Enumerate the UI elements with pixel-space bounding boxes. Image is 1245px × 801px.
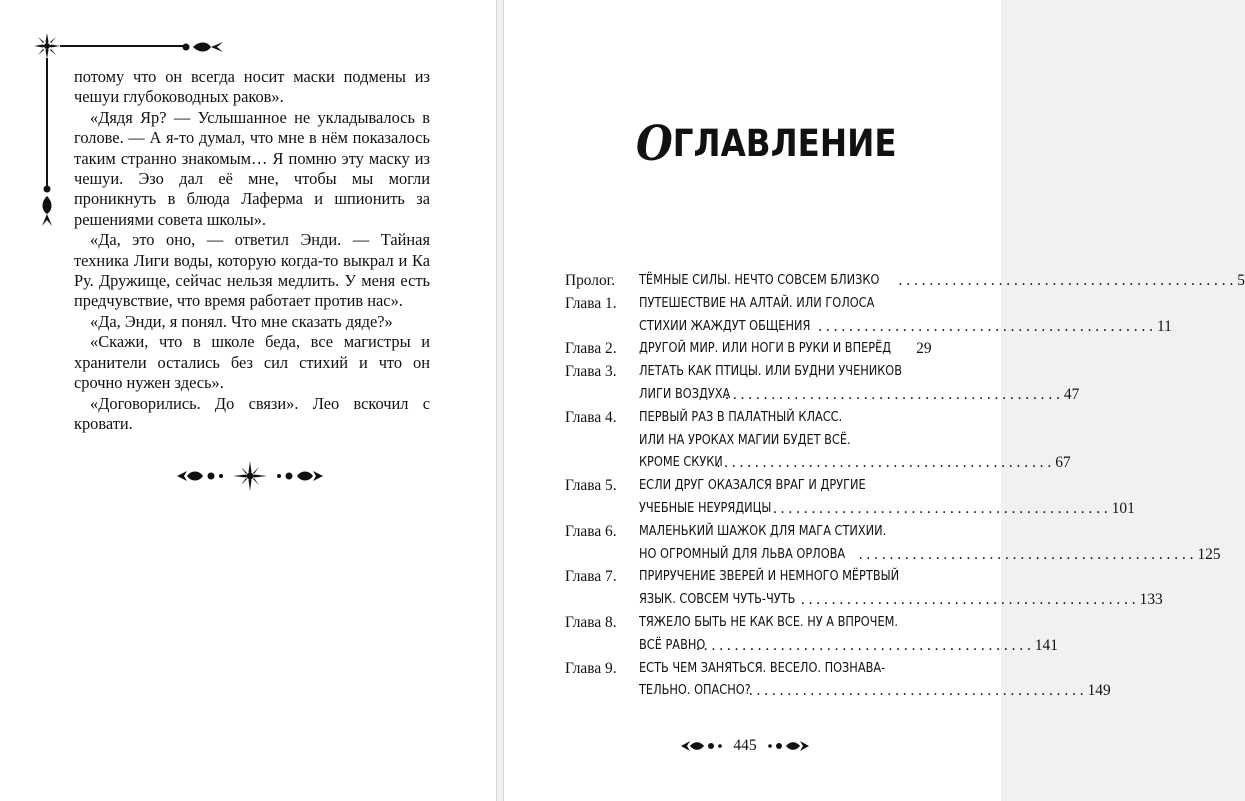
table-of-contents (565, 270, 1245, 703)
toc-entry-line (565, 635, 1058, 658)
page-footer (680, 736, 810, 756)
toc-title (636, 116, 897, 172)
toc-leader-dots (716, 452, 1051, 475)
toc-entry-page: 5 (1237, 272, 1245, 289)
toc-leader-dots (773, 498, 1108, 521)
toc-entry-title: ЯЗЫК. СОВСЕМ ЧУТЬ-ЧУТЬ (639, 592, 796, 608)
toc-entry-page: 11 (1156, 317, 1172, 335)
toc-entry-page: 125 (1197, 545, 1221, 563)
toc-leader-dots (696, 635, 1031, 658)
toc-entry-line (565, 452, 1071, 475)
toc-title-initial: О (636, 116, 673, 172)
toc-entry-page: 149 (1087, 682, 1111, 700)
toc-entry-line (565, 270, 1245, 293)
section-divider-ornament-icon (175, 458, 325, 494)
toc-leader-dots (818, 316, 1153, 339)
corner-star-ornament-icon (33, 32, 61, 60)
toc-leader-dots (749, 680, 1084, 703)
frame-horizontal-line (60, 45, 185, 47)
paragraph: «Договорились. До связи». Лео вскочил с кровати. (74, 393, 430, 433)
frame-vertical-line (46, 58, 48, 186)
toc-leader-dots (725, 384, 1060, 407)
toc-entry-title: НО ОГРОМНЫЙ ДЛЯ ЛЬВА ОРЛОВА (639, 546, 846, 562)
toc-entry-page: 141 (1034, 636, 1058, 654)
toc-entry-label: Глава 6. (565, 522, 617, 540)
toc-entry-title: СТИХИИ ЖАЖДУТ ОБЩЕНИЯ (639, 318, 811, 334)
toc-entry-line (565, 361, 925, 384)
toc-entry-line (565, 407, 925, 430)
paragraph: «Дядя Яр? — Услышанное не укладывалось в голове. — А я-то думал, что мне в нём показалось таким странно знакомым… Я помню эту маску из чешуи. Эзо дал её мне, чтобы мы могли проникнуть в блюда Лаферма и шпионить за решениями совета школы». (74, 107, 430, 229)
toc-entry-title: ЕСТЬ ЧЕМ ЗАНЯТЬСЯ. ВЕСЕЛО. ПОЗНАВА- (639, 660, 886, 676)
paragraph: «Да, Энди, я понял. Что мне сказать дяде?» (90, 311, 393, 331)
toc-entry-title: ТЕЛЬНО. ОПАСНО? (639, 683, 751, 699)
toc-entry-line (565, 475, 925, 498)
toc-entry-page: 29 (916, 340, 932, 358)
toc-entry-title: УЧЕБНЫЕ НЕУРЯДИЦЫ (639, 500, 772, 516)
toc-entry-title: ТЯЖЕЛО БЫТЬ НЕ КАК ВСЕ. НУ А ВПРОЧЕМ. (639, 614, 899, 630)
toc-entry-line (565, 544, 1221, 567)
toc-entry-page: 67 (1055, 454, 1071, 472)
footer-right-ornament-icon (766, 739, 810, 753)
paragraph: «Да, это оно, — ответил Энди. — Тайная техника Лиги воды, которую когда-то выкрал и Ка Ру. Дружище, сейчас нельзя медлить. У меня есть предчувствие, что время работает против нас». (74, 230, 430, 311)
toc-entry-label: Глава 7. (565, 568, 617, 586)
toc-entry-line (565, 589, 1163, 612)
toc-leader-dots (899, 270, 1234, 293)
toc-entry-label: Глава 9. (565, 659, 617, 677)
toc-entry-line (565, 338, 932, 361)
toc-entry-title: ЛИГИ ВОЗДУХА (639, 386, 731, 402)
toc-entry-line (565, 658, 925, 681)
toc-entry-title: МАЛЕНЬКИЙ ШАЖОК ДЛЯ МАГА СТИХИИ. (639, 523, 887, 539)
toc-entry-label: Глава 3. (565, 363, 617, 381)
toc-entry-title: ПЕРВЫЙ РАЗ В ПАЛАТНЫЙ КЛАСС. (639, 409, 843, 425)
toc-entry-label: Глава 1. (565, 294, 617, 312)
toc-leader-dots (801, 589, 1136, 612)
line-end-dot-leaf-ornament-icon (181, 40, 225, 54)
toc-entry-line (565, 430, 925, 453)
toc-entry-line (565, 498, 1135, 521)
toc-entry-label: Глава 2. (565, 340, 617, 358)
toc-entry-line (565, 521, 925, 544)
left-page (0, 0, 497, 801)
toc-entry-title: ИЛИ НА УРОКАХ МАГИИ БУДЕТ ВСЁ. (639, 432, 851, 448)
toc-entry-page: 101 (1111, 499, 1135, 517)
toc-entry-title: ЛЕТАТЬ КАК ПТИЦЫ. ИЛИ БУДНИ УЧЕНИКОВ (639, 364, 903, 380)
toc-entry-title: ВСЁ РАВНО (639, 637, 706, 653)
toc-entry-title: ПУТЕШЕСТВИЕ НА АЛТАЙ. ИЛИ ГОЛОСА (639, 295, 875, 311)
toc-entry-line (565, 612, 925, 635)
toc-entry-line (565, 566, 925, 589)
toc-entry-title: ДРУГОЙ МИР. ИЛИ НОГИ В РУКИ И ВПЕРЁД (639, 341, 892, 357)
toc-leader-dots (859, 544, 1194, 567)
toc-entry-page: 133 (1139, 591, 1163, 609)
toc-title-rest: ГЛАВЛЕНИЕ (672, 122, 897, 165)
toc-entry-title: ЕСЛИ ДРУГ ОКАЗАЛСЯ ВРАГ И ДРУГИЕ (639, 478, 866, 494)
toc-entry-line (565, 293, 925, 316)
toc-entry-page: 47 (1063, 385, 1080, 403)
line-end-dot-leaf-vertical-ornament-icon (40, 184, 54, 228)
toc-entry-line (565, 316, 1172, 339)
toc-entry-label: Глава 8. (565, 613, 617, 631)
toc-entry-label: Пролог. (565, 272, 616, 289)
toc-entry-title: КРОМЕ СКУКИ (639, 455, 723, 471)
toc-entry-line (565, 680, 1111, 703)
toc-entry-line (565, 384, 1080, 407)
toc-entry-title: ТЁМНЫЕ СИЛЫ. НЕЧТО СОВСЕМ БЛИЗКО (639, 273, 880, 288)
toc-entry-label: Глава 4. (565, 408, 617, 426)
page-number: 445 (733, 737, 757, 754)
toc-entry-label: Глава 5. (565, 477, 617, 495)
paragraph: потому что он всегда носит маски подмены из чешуи глубоководных раков». (74, 67, 430, 107)
body-text (74, 67, 430, 434)
toc-entry-title: ПРИРУЧЕНИЕ ЗВЕРЕЙ И НЕМНОГО МЁРТВЫЙ (639, 569, 900, 585)
paragraph: «Скажи, что в школе беда, все магистры и хранители остались без сил стихий и что он срочно нужен здесь». (74, 332, 430, 393)
